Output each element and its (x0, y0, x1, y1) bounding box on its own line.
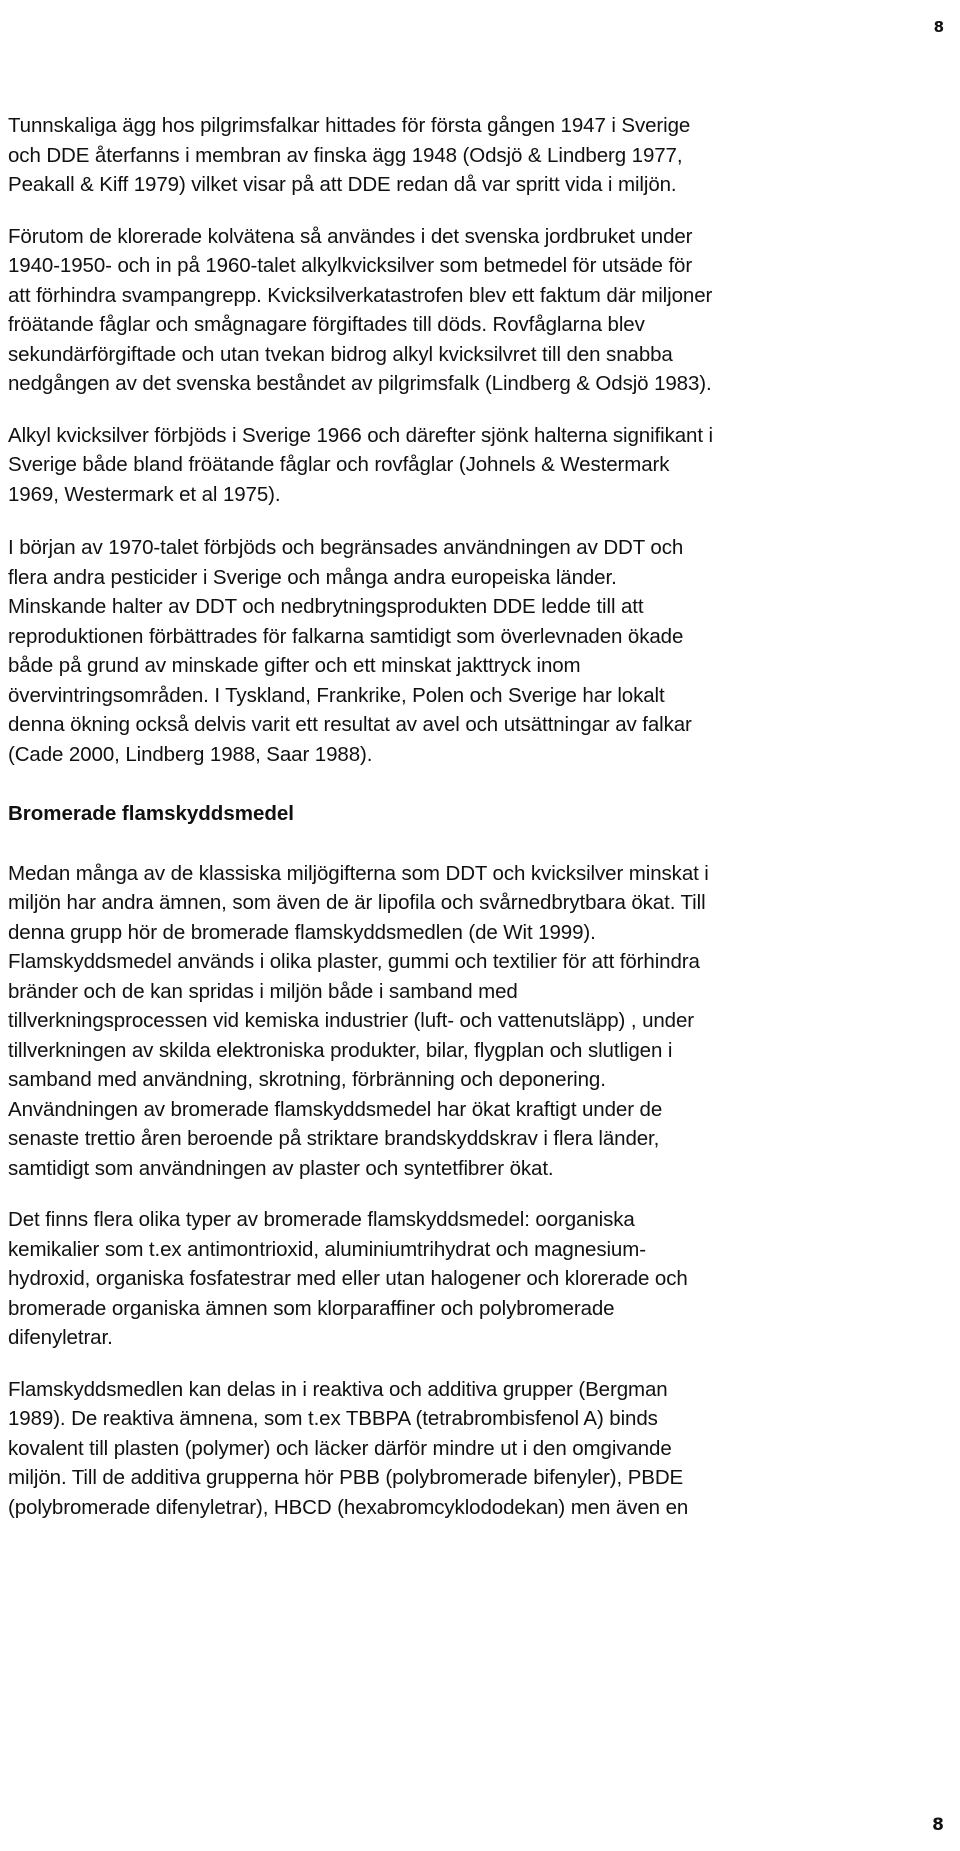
paragraph-flame-retardants-intro: Medan många av de klassiska miljögifterna som DDT och kvicksilver minskat i miljön har andra ämnen, som även de är lipofila och svårnedbrytbara ökat. Till denna grupp hör de bromerade flamskyddsmedlen (de Wit 1999). Flamskyddsmedel används i olika plaster, gummi och textilier för att förhindra bränder och de kan spridas i miljön både i samband med tillverkningsprocessen vid kemiska industrier (luft- och vattenutsläpp) , under tillverkningen av skilda elektroniska produkter, bilar, flygplan och slutligen i samband med användning, skrotning, förbränning och deponering. Användningen av bromerade flamskyddsmedel har ökat kraftigt under de senaste trettio åren beroende på striktare brandskyddskrav i flera länder, samtidigt som användningen av plaster och syntetfibrer ökat. (8, 861, 709, 1180)
paragraph-peregrine-eggs: Tunnskaliga ägg hos pilgrimsfalkar hittades för första gången 1947 i Sverige och DDE återfanns i membran av finska ägg 1948 (Odsjö & Lindberg 1977, Peakall & Kiff 1979) vilket visar på att DDE redan då var spritt vida i miljön. (8, 114, 691, 196)
document-body (8, 111, 948, 1522)
page-number-top: 8 (933, 18, 944, 36)
paragraph-alkyl-mercury-use: Förutom de klorerade kolvätena så användes i det svenska jordbruket under 1940-1950- och in på 1960-talet alkylkvicksilver som betmedel för utsäde för att förhindra svampangrepp. Kvicksilverkatastrofen blev ett faktum där miljoner fröätande fåglar och smågnagare förgiftades till döds. Rovfåglarna blev sekundärförgiftade och utan tvekan bidrog alkyl kvicksilvret till den snabba nedgången av det svenska beståndet av pilgrimsfalk (Lindberg & Odsjö 1983). (8, 224, 713, 395)
paragraph-reactive-additive: Flamskyddsmedlen kan delas in i reaktiva och additiva grupper (Bergman 1989). De reaktiva ämnena, som t.ex TBBPA (tetrabrombisfenol A) binds kovalent till plasten (polymer) och läcker därför mindre ut i den omgivande miljön. Till de additiva grupperna hör PBB (polybromerade bifenyler), PBDE (polybromerade difenyletrar), HBCD (hexabromcyklododekan) men även en (8, 1377, 689, 1519)
page-number-bottom: 8 (932, 1815, 944, 1835)
paragraph-ddt-ban: I början av 1970-talet förbjöds och begränsades användningen av DDT och flera andra pesticider i Sverige och många andra europeiska länder. Minskande halter av DDT och nedbrytningsprodukten DDE ledde till att reproduktionen förbättrades för falkarna samtidigt som överlevnaden ökade både på grund av minskade gifter och ett minskat jakttryck inom övervintringsområden. I Tyskland, Frankrike, Polen och Sverige har lokalt denna ökning också delvis varit ett resultat av avel och utsättningar av falkar (Cade 2000, Lindberg 1988, Saar 1988). (8, 536, 692, 766)
paragraph-flame-retardant-types: Det finns flera olika typer av bromerade flamskyddsmedel: oorganiska kemikalier som t.ex antimontrioxid, aluminiumtrihydrat och magnesium- hydroxid, organiska fosfatestrar med eller utan halogener och klorerade och bromerade organiska ämnen som klorparaffiner och polybromerade difenyletrar. (8, 1208, 688, 1349)
paragraph-alkyl-mercury-ban: Alkyl kvicksilver förbjöds i Sverige 1966 och därefter sjönk halterna signifikant i Sverige både bland fröätande fåglar och rovfåglar (Johnels & Westermark 1969, Westermark et al 1975). (8, 423, 713, 506)
section-heading: Bromerade flamskyddsmedel (8, 802, 294, 825)
